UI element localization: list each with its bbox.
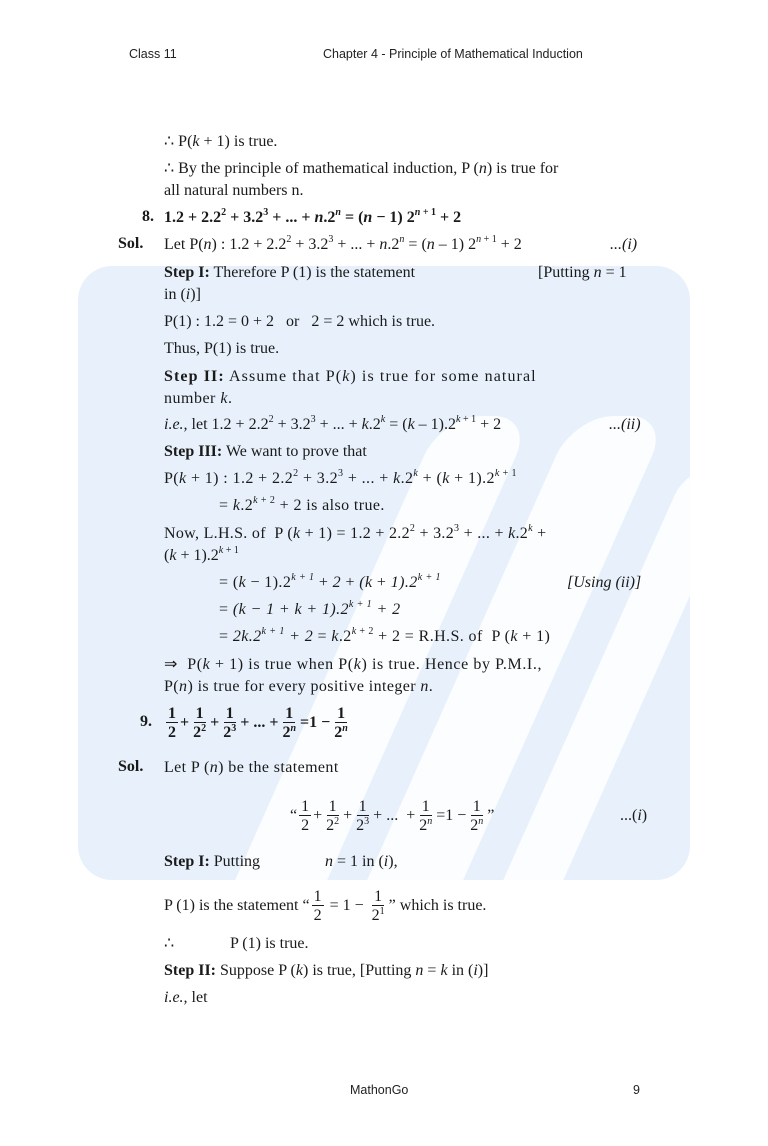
eq2-line: = $(k - 1 + k + 1).2^{k + 1} + 2$	[219, 599, 401, 618]
pmi-line: ∴ By the principle of mathematical induction, P (n) is true for	[164, 160, 559, 177]
fraction: $\frac{1}{2^1}$	[371, 887, 385, 924]
equation-ref: ...(i)	[610, 236, 638, 253]
step2-line-2: number k.	[164, 390, 233, 407]
sol9-let: Let P (n) be the statement	[164, 759, 339, 776]
ie-line: i.e., let $1.2 + 2.2^2 + 3.2^3$ + ... + $k.2^k = (k - 1).2^{k + 1} + 2$	[164, 414, 502, 433]
footer-brand: MathonGo	[350, 1083, 409, 1097]
step1-note-2: in (i)]	[164, 286, 201, 303]
step2-line: Step II: Assume that P(k) is true for some natural	[164, 368, 537, 385]
equation-ref: ...(ii)	[609, 416, 641, 433]
fraction: $\frac{1}{2^n}$	[282, 704, 297, 741]
fraction: $\frac{1}{2}$	[313, 887, 322, 924]
fraction: $\frac{1}{2^3}$	[223, 704, 237, 741]
pmi-line-2: all natural numbers n.	[164, 182, 304, 199]
fraction: $\frac{1}{2^3}$	[356, 797, 370, 834]
fraction: $\frac{1}{2^2}$	[193, 704, 207, 741]
question-8-statement: $1.2 + 2.2^2 + 3.2^3$ + ... + $n.2^n = (n - 1) 2^{n + 1} + 2$	[164, 207, 462, 226]
conclusion-line: ∴ P(k + 1) is true.	[164, 133, 278, 150]
pk1-line: P(k + 1) : $1.2 + 2.2^2 + 3.2^3$ + ... + $k.2^k + (k + 1).2^{k + 1}$	[164, 468, 517, 487]
sol9-ie: i.e., let	[164, 989, 208, 1006]
fraction: $\frac{1}{2}$	[168, 704, 176, 741]
sol-label: Sol.	[118, 235, 144, 252]
eq3-line: = $2k.2^{k + 1} + 2 = k.2^{k + 2} + 2 = R.H.S$. of P (k + 1)	[219, 626, 551, 645]
fraction: $\frac{1}{2}$	[301, 797, 310, 834]
sol9-step2: Step II: Suppose P (k) is true, [Putting n = k in (i)]	[164, 962, 489, 979]
using-ref: [Using (ii)]	[567, 574, 642, 591]
therefore-symbol: ∴	[164, 935, 175, 952]
pk1-line-2: = $k.2^{k + 2} + 2$ is also true.	[219, 495, 385, 514]
question-number: 9.	[140, 713, 152, 730]
sol9-step1-value: n = 1 in (i),	[325, 853, 398, 870]
sol9-step1: Step I: Putting	[164, 853, 261, 870]
thus-line: Thus, P(1) is true.	[164, 340, 280, 357]
equation-ref: ...(i)	[620, 807, 648, 824]
step1-note: [Putting n = 1	[538, 264, 627, 281]
fraction: $\frac{1}{2^n}$	[419, 797, 433, 834]
sol9-p1-true: P (1) is true.	[230, 935, 309, 952]
sol-label: Sol.	[118, 758, 144, 775]
eq1-line: = $(k - 1).2^{k + 1} + 2 + (k + 1).2^{k + 1}$	[219, 572, 441, 591]
lhs-line: Now, L.H.S. of P $(k + 1) = 1.2 + 2.2^2 + 3.2^3$ + ... + $k.2^k$ +	[164, 523, 547, 542]
sol9-p1-line: P (1) is the statement “ $\frac{1}{2}$ = 1 − $\frac{1}{2^1}$ ” which is true.	[164, 887, 487, 924]
header-chapter: Chapter 4 - Principle of Mathematical Induction	[323, 47, 583, 61]
lhs-line-2: $(k + 1).2^{k + 1}$	[164, 545, 239, 564]
fraction: $\frac{1}{2^n}$	[470, 797, 484, 834]
p1-line: P(1) : 1.2 = 0 + 2 or 2 = 2 which is true.	[164, 313, 436, 330]
fraction: $\frac{1}{2^2}$	[326, 797, 340, 834]
page-number: 9	[633, 1083, 640, 1097]
fraction: $\frac{1}{2^n}$	[334, 704, 348, 741]
sol8-let: Let P(n) : $1.2 + 2.2^2 + 3.2^3$ + ... + $n.2^n = (n - 1) 2^{n + 1} + 2$	[164, 234, 522, 253]
conclusion-8-line: ⇒ P(k + 1) is true when P(k) is true. Hence by P.M.I.,	[164, 656, 543, 673]
question-number: 8.	[142, 208, 154, 225]
step3-line: Step III: We want to prove that	[164, 443, 367, 460]
question-9-statement: $\frac{1}{2}$ + $\frac{1}{2^2}$ + $\frac{1}{2^3}$ + ... + $\frac{1}{2^n}$ =1 − $\frac{1}{2^n}$	[168, 704, 348, 741]
sol9-statement: “ $\frac{1}{2}$ + $\frac{1}{2^2}$ + $\frac{1}{2^3}$ + ... + $\frac{1}{2^n}$ =1 − $\frac{1}{2^n}$ ”	[290, 797, 495, 834]
conclusion-8-line-2: P(n) is true for every positive integer n.	[164, 678, 434, 695]
step1-line: Step I: Therefore P (1) is the statement	[164, 264, 416, 281]
header-class: Class 11	[129, 47, 177, 61]
